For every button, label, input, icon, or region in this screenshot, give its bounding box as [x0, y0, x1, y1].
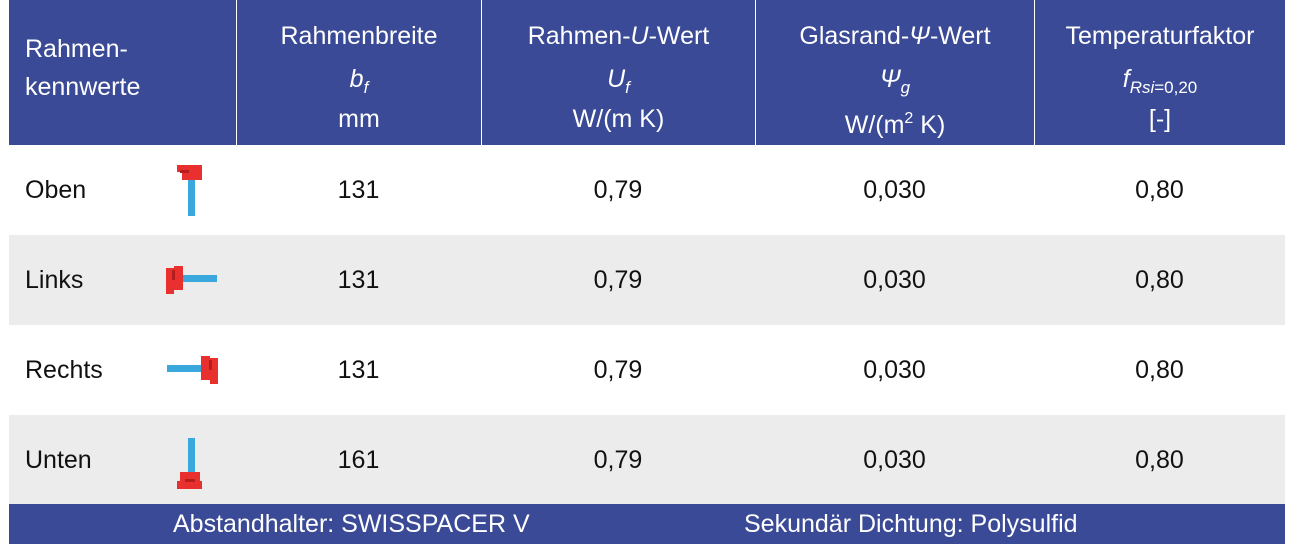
- cell-uf: 0,79: [593, 266, 643, 294]
- frame-top-icon: [177, 165, 205, 217]
- header-rahmenkennwerte: [9, 0, 236, 145]
- header-symbol: $U_f$: [607, 65, 630, 97]
- header-line: kennwerte: [25, 73, 141, 101]
- header-unit: $W/(m^2$ K): [844, 110, 946, 139]
- table-row: [9, 235, 1285, 325]
- row-label: Rechts: [25, 356, 103, 384]
- header-title: Rahmenbreite: [280, 22, 438, 50]
- header-title: Temperaturfaktor: [1065, 22, 1255, 50]
- cell-bf: 131: [337, 266, 380, 294]
- cell-frsi: 0,80: [1135, 446, 1184, 474]
- header-rahmen-u-wert: [481, 0, 755, 145]
- row-label: Unten: [25, 446, 92, 474]
- cell-bf: 161: [337, 446, 380, 474]
- footer-seal-text: Sekundär Dichtung: Polysulfid: [744, 510, 1078, 538]
- table-row: [9, 325, 1285, 415]
- frame-right-icon: [167, 356, 219, 386]
- footer-spacer-text: Abstandhalter: SWISSPACER V: [173, 510, 530, 538]
- table-header: [9, 0, 1285, 145]
- header-unit: [-]: [1148, 105, 1172, 133]
- header-symbol: $b_f$: [349, 65, 369, 97]
- header-temperaturfaktor: [1034, 0, 1285, 145]
- header-title: Rahmen-U-Wert: [527, 22, 710, 50]
- frame-left-icon: [166, 266, 218, 296]
- header-glasrand-psi-wert: [755, 0, 1034, 145]
- header-rahmenbreite: [236, 0, 481, 145]
- row-label: Oben: [25, 176, 87, 204]
- table-row: [9, 145, 1285, 235]
- cell-psi: 0,030: [863, 356, 926, 384]
- cell-psi: 0,030: [863, 266, 926, 294]
- cell-frsi: 0,80: [1135, 356, 1184, 384]
- header-symbol: $\Psi_g$: [879, 65, 911, 97]
- cell-bf: 131: [337, 176, 380, 204]
- cell-bf: 131: [337, 356, 380, 384]
- cell-frsi: 0,80: [1135, 266, 1184, 294]
- header-line: Rahmen-: [25, 35, 128, 63]
- cell-uf: 0,79: [593, 356, 643, 384]
- frame-bottom-icon: [177, 438, 205, 490]
- header-symbol: $f_{Rsi=0,20}$: [1122, 65, 1198, 97]
- header-unit: W/(m K): [572, 105, 665, 133]
- table-row: [9, 415, 1285, 505]
- cell-psi: 0,030: [863, 446, 926, 474]
- header-unit: mm: [338, 105, 380, 133]
- cell-frsi: 0,80: [1135, 176, 1184, 204]
- table-footer: [9, 504, 1285, 544]
- cell-uf: 0,79: [593, 176, 643, 204]
- cell-psi: 0,030: [863, 176, 926, 204]
- header-title: Glasrand-Ψ-Wert: [799, 22, 991, 50]
- cell-uf: 0,79: [593, 446, 643, 474]
- row-label: Links: [25, 266, 84, 294]
